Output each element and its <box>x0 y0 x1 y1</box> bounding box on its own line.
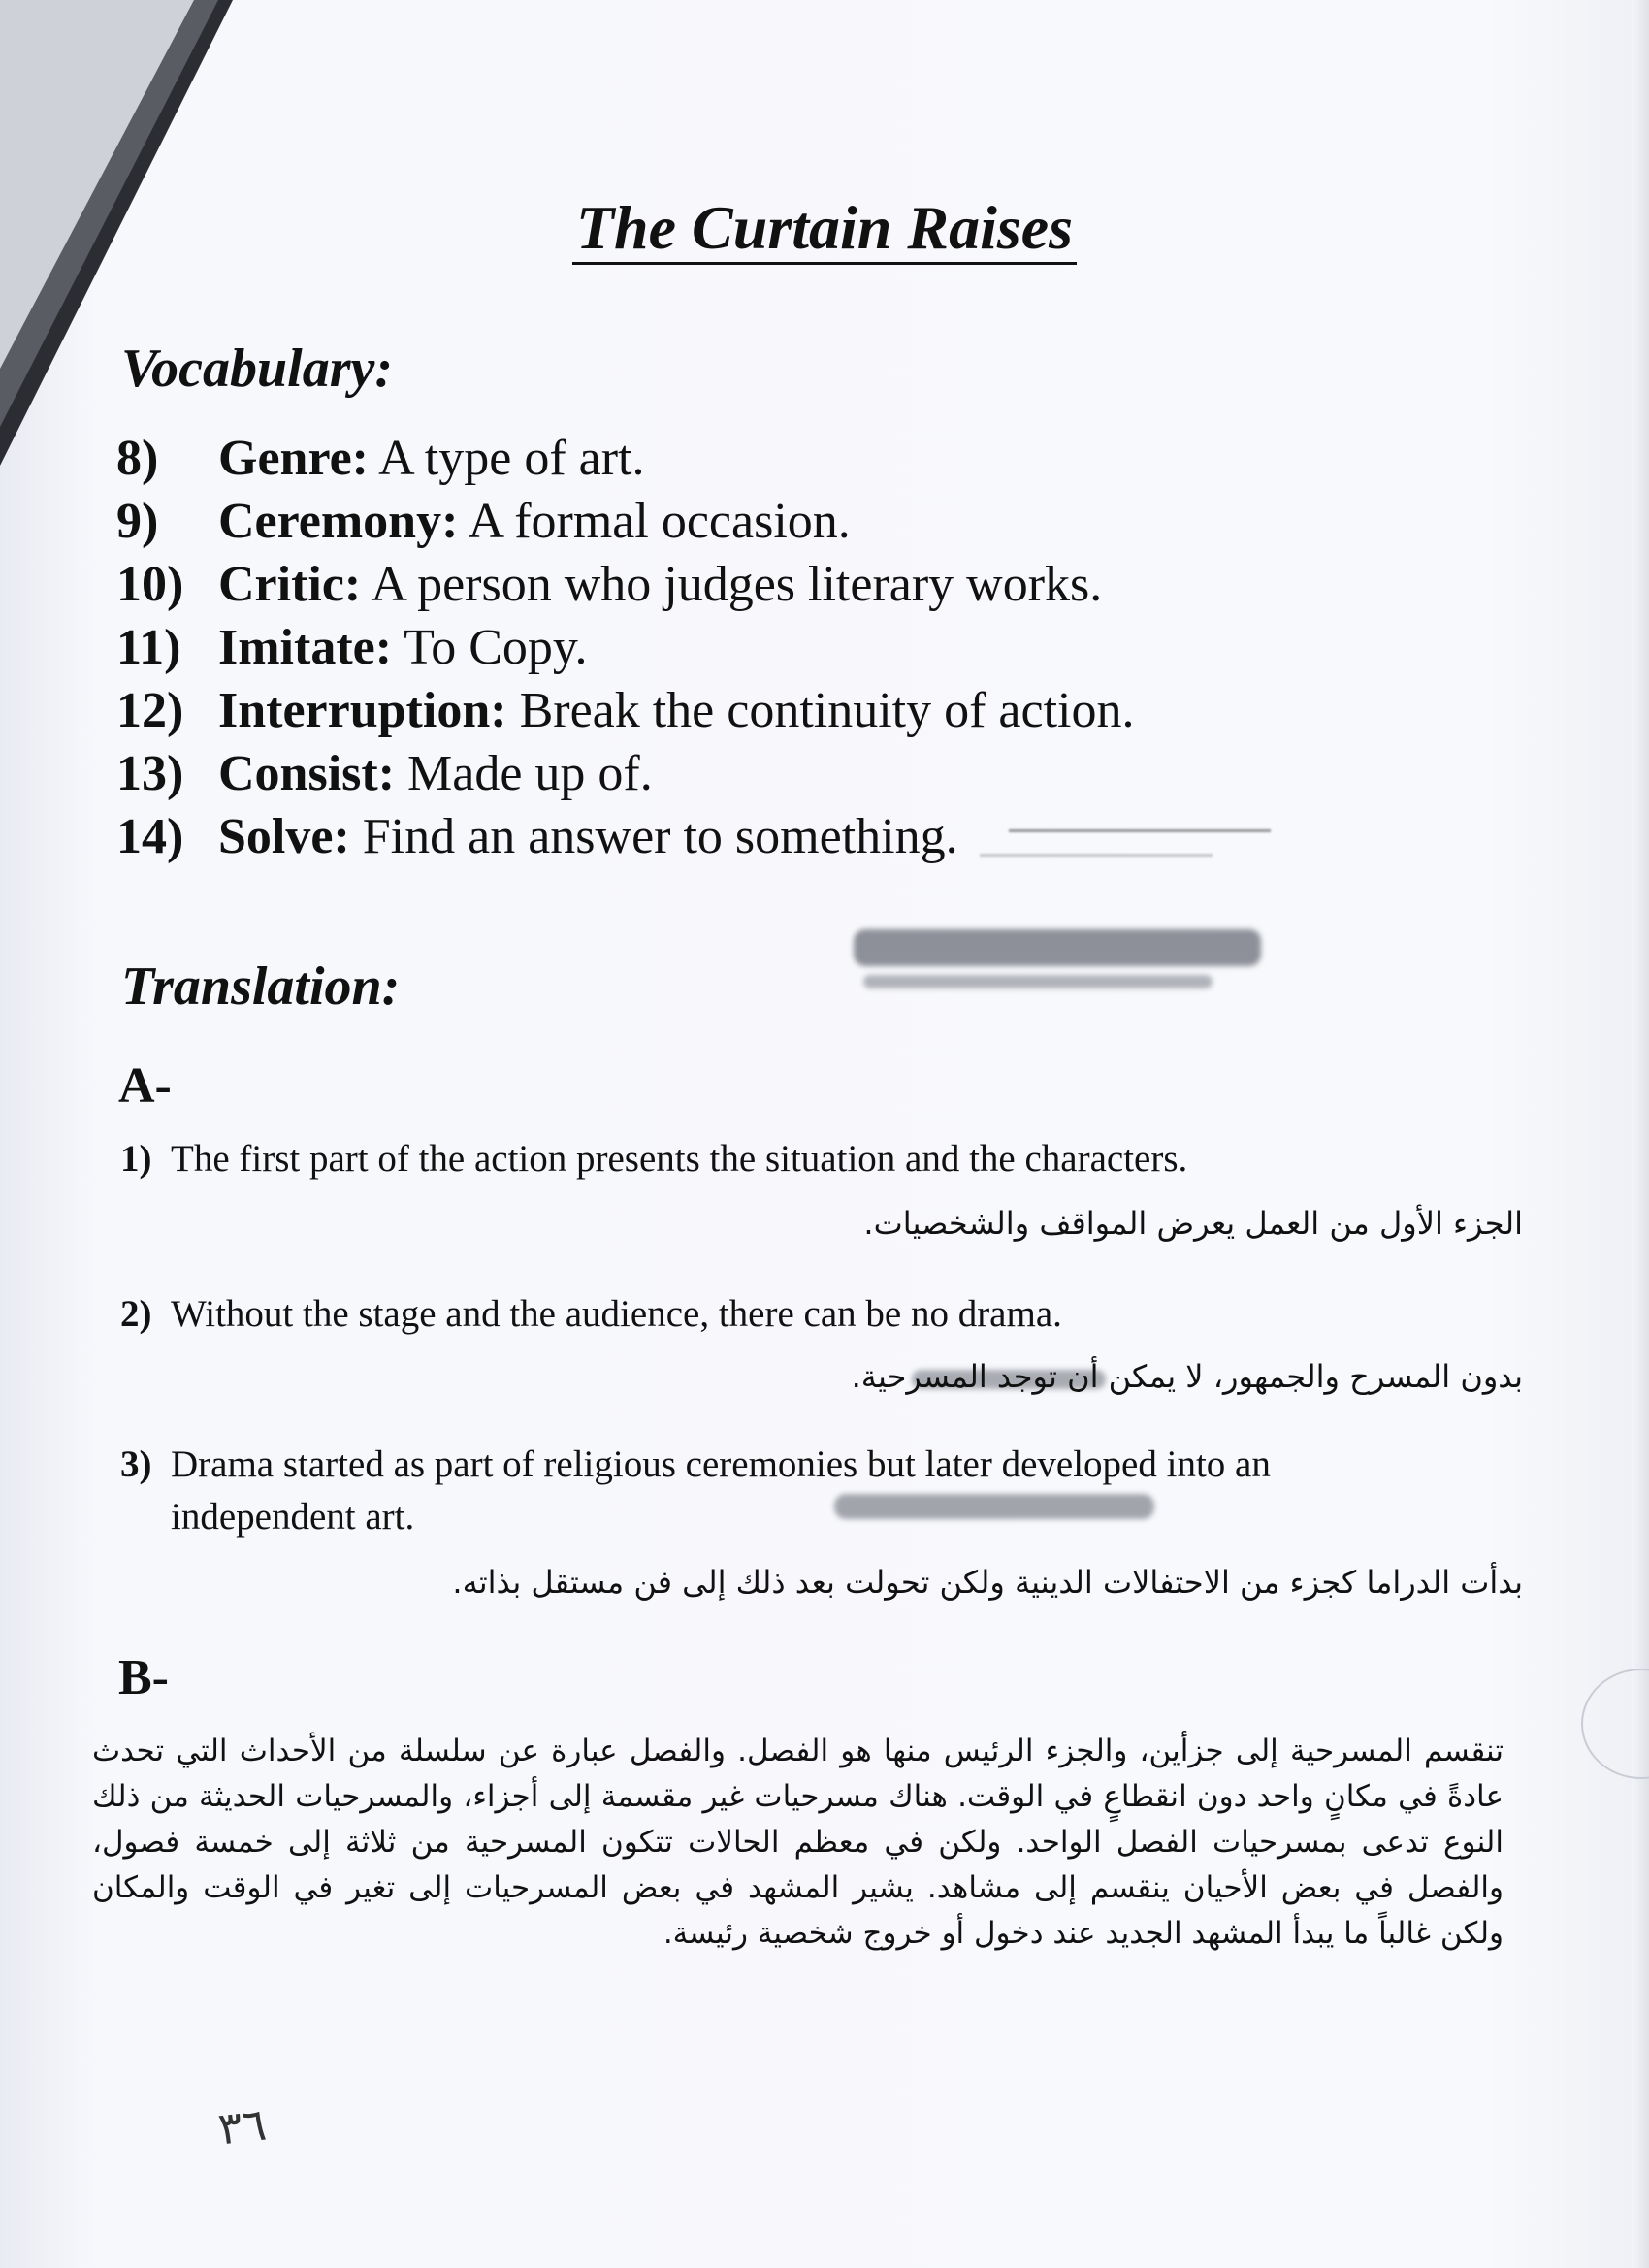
vocab-term: Genre: <box>218 431 369 486</box>
vocab-definition: Find an answer to something. <box>362 809 958 864</box>
vocab-number: 14) <box>116 809 184 864</box>
vocab-item <box>116 490 1135 553</box>
sentence-english: Without the stage and the audience, there can be no drama. <box>171 1293 1062 1335</box>
vocab-definition: A type of art. <box>378 431 645 486</box>
vocab-item <box>116 427 1135 490</box>
sentence-1-arabic: الجزء الأول من العمل يعرض المواقف والشخصيات. <box>863 1205 1523 1242</box>
vocabulary-heading: Vocabulary: <box>121 339 393 399</box>
sentence-number: 3) <box>120 1443 152 1485</box>
sentence-1 <box>120 1133 1478 1185</box>
vocabulary-list <box>116 427 1135 868</box>
vocab-term: Critic: <box>218 557 362 612</box>
section-b-paragraph: تنقسم المسرحية إلى جزأين، والجزء الرئيس منها هو الفصل. والفصل عبارة عن سلسلة من الأحداث التي تحدث عادةً في مكانٍ واحد دون انقطاعٍ في الوقت. هناك مسرحيات غير مقسمة إلى أجزاء، والمسرحيات الحديثة من ذلك النوع تدعى بمسرحيات الفصل الواحد. ولكن في معظم الحالات تتكون المسرحية من ثلاثة إلى خمسة فصول، والفصل في بعض الأحيان ينقسم إلى مشاهد. يشير المشهد في بعض المسرحيات إلى تغير في الوقت والمكان ولكن غالباً ما يبدأ المشهد الجديد عند دخول أو خروج شخصية رئيسة. <box>92 1733 1504 1951</box>
sentence-2 <box>120 1288 1478 1341</box>
vocab-number: 11) <box>116 620 181 675</box>
sentence-number: 2) <box>120 1293 152 1335</box>
vocab-term: Imitate: <box>218 620 393 675</box>
vocab-term: Consist: <box>218 746 396 801</box>
translation-heading: Translation: <box>121 956 401 1017</box>
vocab-number: 8) <box>116 431 159 486</box>
sentence-3 <box>120 1439 1478 1543</box>
sentence-number: 1) <box>120 1138 152 1180</box>
scan-smudge <box>980 854 1212 857</box>
vocab-definition: A person who judges literary works. <box>371 557 1103 612</box>
vocab-item <box>116 805 1135 868</box>
scan-smudge <box>1009 829 1271 832</box>
section-b-label: B- <box>118 1650 169 1705</box>
vocab-definition: A formal occasion. <box>468 494 851 549</box>
vocab-definition: To Copy. <box>404 620 588 675</box>
scan-smudge <box>854 929 1261 966</box>
vocab-item <box>116 742 1135 805</box>
vocab-item <box>116 679 1135 742</box>
vocab-item <box>116 616 1135 679</box>
vocab-item <box>116 553 1135 616</box>
page-title: The Curtain Raises <box>0 192 1649 264</box>
sentence-3-arabic: بدأت الدراما كجزء من الاحتفالات الدينية ولكن تحولت بعد ذلك إلى فن مستقل بذاته. <box>452 1564 1523 1601</box>
sentence-2-arabic: بدون المسرح والجمهور، لا يمكن أن توجد المسرحية. <box>851 1358 1523 1395</box>
vocab-number: 12) <box>116 683 184 738</box>
scan-smudge <box>863 975 1212 988</box>
vocab-number: 13) <box>116 746 184 801</box>
sentence-english-line-2: independent art. <box>171 1496 415 1538</box>
vocab-term: Solve: <box>218 809 350 864</box>
vocab-number: 10) <box>116 557 184 612</box>
vocab-term: Interruption: <box>218 683 507 738</box>
vocab-number: 9) <box>116 494 159 549</box>
page-number: ٣٦ <box>215 2097 270 2155</box>
sentence-english: The first part of the action presents the situation and the characters. <box>171 1138 1188 1180</box>
vocab-term: Ceremony: <box>218 494 459 549</box>
vocab-definition: Break the continuity of action. <box>519 683 1135 738</box>
sentence-english-line-1: Drama started as part of religious ceremonies but later developed into an <box>171 1443 1271 1485</box>
page-right-edge <box>1632 0 1649 2268</box>
section-a-label: A- <box>118 1058 172 1114</box>
vocab-definition: Made up of. <box>407 746 653 801</box>
